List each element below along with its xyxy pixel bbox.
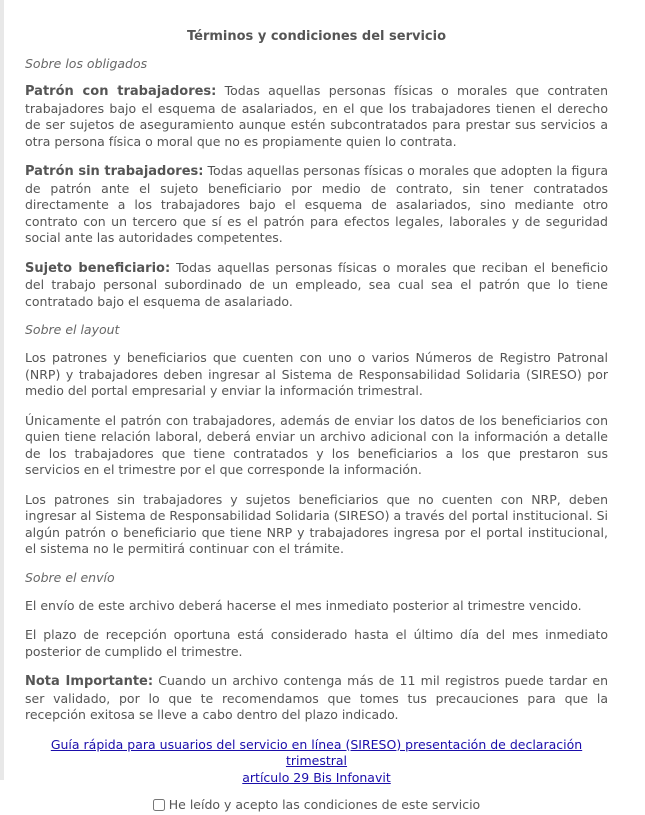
definition-text: Todas aquellas personas físicas o morales que adopten la figura de patrón ante el sujeto beneficiario por medio de contrato, sin tener contratados directamente a los trabajadores bajo el esquema de asalariados, sino mediante otro contrato con un tercero que sí es el patrón para efectos legales, laborales y de seguridad social ante las autoridades competentes. <box>25 163 608 245</box>
page-title: Términos y condiciones del servicio <box>187 29 446 44</box>
accept-terms-text: He leído y acepto las condiciones de este servicio <box>168 797 481 812</box>
layout-paragraph: Únicamente el patrón con trabajadores, además de enviar los datos de los beneficiarios con quien tiene relación laboral, deberá enviar un archivo adicional con la información a detalle de los trabajadores que tiene contratados y los beneficiarios a los que prestaron sus servicios en el trimestre por el que corresponde la información. <box>25 412 608 477</box>
definition-patron-sin-trabajadores <box>25 163 608 247</box>
envio-paragraph: El plazo de recepción oportuna está considerado hasta el último día del mes inmediato posterior de cumplido el trimestre. <box>25 627 608 659</box>
section-heading-obligados: Sobre los obligados <box>25 56 148 71</box>
terms-container <box>25 0 608 815</box>
layout-paragraph: Los patrones y beneficiarios que cuenten con uno o varios Números de Registro Patronal (NRP) y trabajadores deben ingresar al Sistema de Responsabilidad Solidaria (SIRESO) por medio del portal empresarial y enviar la información trimestral. <box>25 350 608 398</box>
accept-terms-label[interactable] <box>153 797 480 813</box>
quick-guide-link[interactable] <box>25 737 608 787</box>
left-border <box>0 0 4 780</box>
guide-link-line1: Guía rápida para usuarios del servicio en línea (SIRESO) presentación de declaración trimestral <box>50 736 583 768</box>
note-label: Nota Importante: <box>25 674 154 689</box>
definition-text: Todas aquellas personas físicas o morales que reciban el beneficio del trabajo personal subordinado de un empleado, sea cual sea el patrón que lo tiene contratado bajo el esquema de asalariado. <box>25 259 608 309</box>
term-label: Patrón sin trabajadores: <box>25 164 204 179</box>
guide-link-line2: artículo 29 Bis Infonavit <box>242 769 391 785</box>
accept-terms-row <box>25 797 608 815</box>
note-text: Cuando un archivo contenga más de 11 mil registros puede tardar en ser validado, por lo que te recomendamos que tomes tus precauciones para que la recepción exitosa se lleve a cabo dentro del plazo indicado. <box>25 673 608 722</box>
definition-sujeto-beneficiario <box>25 260 608 311</box>
layout-paragraph: Los patrones sin trabajadores y sujetos beneficiarios que no cuenten con NRP, deben ingresar al Sistema de Responsabilidad Solidaria (SIRESO) a través del portal institucional. Si algún patrón o beneficiario que tiene NRP y trabajadores ingresa por el portal institucional, el sistema no le permitirá continuar con el trámite. <box>25 491 608 556</box>
definition-patron-con-trabajadores <box>25 83 608 150</box>
section-heading-envio: Sobre el envío <box>25 569 115 585</box>
term-label: Sujeto beneficiario: <box>25 260 171 276</box>
definition-text: Todas aquellas personas físicas o morales que contraten trabajadores bajo el esquema de asalariados, en el que los trabajadores tienen el derecho de ser sujetos de aseguramiento aunque estén subcontratados para prestar sus servicios a otra persona física o moral que no es propiamente quien lo contrata. <box>25 83 608 149</box>
accept-terms-checkbox[interactable] <box>153 799 165 811</box>
important-note <box>25 673 608 724</box>
term-label: Patrón con trabajadores: <box>25 84 217 99</box>
envio-paragraph: El envío de este archivo deberá hacerse el mes inmediato posterior al trimestre vencido. <box>25 597 582 613</box>
section-heading-layout: Sobre el layout <box>25 322 120 337</box>
